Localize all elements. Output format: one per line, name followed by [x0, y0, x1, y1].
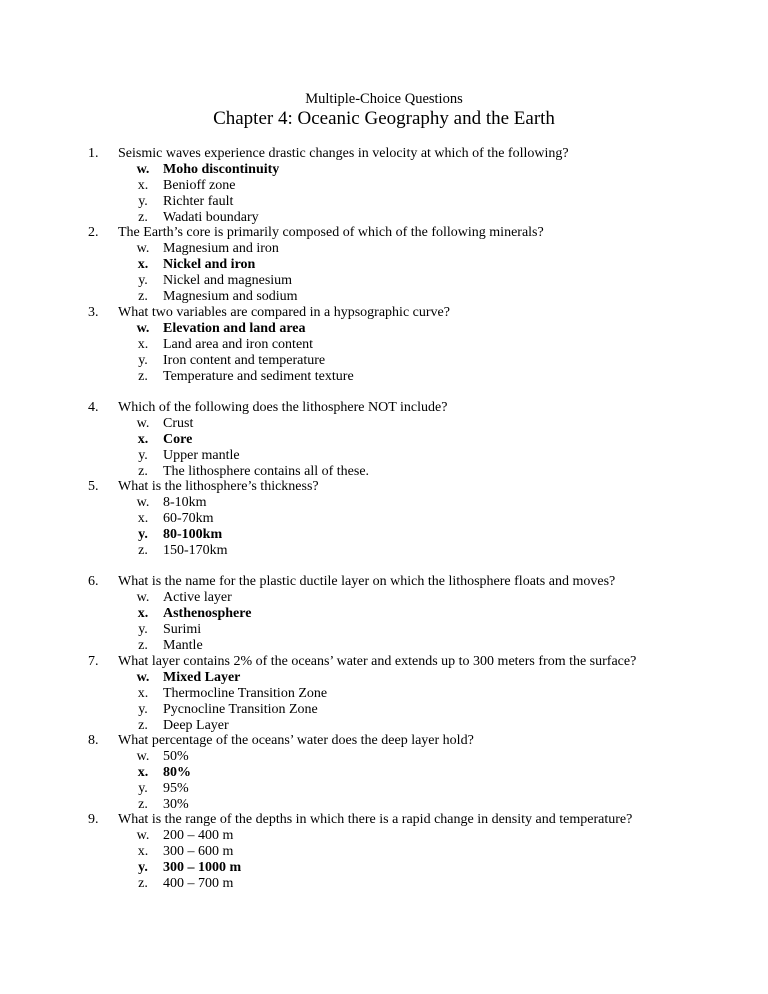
question-number: 4.: [88, 400, 99, 415]
option-letter: y.: [138, 702, 148, 717]
answer-option: 60-70km: [163, 511, 214, 526]
question-text: Which of the following does the lithosphere NOT include?: [118, 400, 448, 415]
question-text: What layer contains 2% of the oceans’ water and extends up to 300 meters from the surface?: [118, 654, 637, 669]
answer-option: Land area and iron content: [163, 337, 314, 352]
answer-option: Magnesium and sodium: [163, 289, 298, 304]
option-letter: z.: [138, 876, 148, 891]
option-letter: w.: [136, 416, 150, 431]
correct-answer-option: 80%: [163, 765, 191, 780]
option-letter: z.: [138, 210, 148, 225]
option-letter: z.: [138, 543, 148, 558]
answer-option: 150-170km: [163, 543, 228, 558]
correct-answer-option: Asthenosphere: [163, 606, 252, 621]
option-letter: w.: [136, 749, 150, 764]
question-text: What is the name for the plastic ductile layer on which the lithosphere floats and moves?: [118, 574, 616, 589]
question-text: Seismic waves experience drastic changes in velocity at which of the following?: [118, 146, 569, 161]
option-letter: y.: [138, 781, 148, 796]
answer-option: Temperature and sediment texture: [163, 369, 354, 384]
page-title: Chapter 4: Oceanic Geography and the Earth: [213, 108, 555, 129]
question-text: What is the lithosphere’s thickness?: [118, 479, 319, 494]
answer-option: The lithosphere contains all of these.: [163, 464, 370, 479]
answer-option: Benioff zone: [163, 178, 236, 193]
option-letter: z.: [138, 638, 148, 653]
option-letter: w.: [136, 590, 150, 605]
question-text: What percentage of the oceans’ water does the deep layer hold?: [118, 733, 474, 748]
question-number: 9.: [88, 812, 99, 827]
answer-option: Mantle: [163, 638, 203, 653]
option-letter: x.: [137, 337, 149, 352]
option-letter: x.: [137, 257, 149, 272]
answer-option: Active layer: [163, 590, 232, 605]
option-letter: x.: [137, 432, 149, 447]
option-letter: x.: [137, 686, 149, 701]
answer-option: 400 – 700 m: [163, 876, 234, 891]
option-letter: w.: [136, 162, 150, 177]
correct-answer-option: Moho discontinuity: [163, 162, 280, 177]
option-letter: w.: [136, 828, 150, 843]
option-letter: z.: [138, 289, 148, 304]
answer-option: 50%: [163, 749, 189, 764]
option-letter: w.: [136, 241, 150, 256]
option-letter: x.: [137, 844, 149, 859]
answer-option: Pycnocline Transition Zone: [163, 702, 318, 717]
answer-option: Nickel and magnesium: [163, 273, 293, 288]
page-subtitle: Multiple-Choice Questions: [305, 91, 463, 107]
question-number: 6.: [88, 574, 99, 589]
option-letter: z.: [138, 464, 148, 479]
option-letter: z.: [138, 797, 148, 812]
question-text: What is the range of the depths in which there is a rapid change in density and temperature?: [118, 812, 633, 827]
correct-answer-option: 300 – 1000 m: [163, 860, 242, 875]
question-number: 8.: [88, 733, 99, 748]
correct-answer-option: Elevation and land area: [163, 321, 306, 336]
option-letter: y.: [138, 353, 148, 368]
answer-option: Iron content and temperature: [163, 353, 326, 368]
answer-option: 95%: [163, 781, 189, 796]
option-letter: y.: [138, 448, 148, 463]
correct-answer-option: Nickel and iron: [163, 257, 256, 272]
correct-answer-option: 80-100km: [163, 527, 223, 542]
option-letter: w.: [136, 670, 150, 685]
question-number: 1.: [88, 146, 99, 161]
answer-option: Deep Layer: [163, 718, 229, 733]
correct-answer-option: Mixed Layer: [163, 670, 241, 685]
option-letter: x.: [137, 765, 149, 780]
question-number: 2.: [88, 225, 99, 240]
option-letter: w.: [136, 321, 150, 336]
option-letter: y.: [138, 273, 148, 288]
answer-option: Magnesium and iron: [163, 241, 279, 256]
correct-answer-option: Core: [163, 432, 193, 447]
answer-option: 8-10km: [163, 495, 207, 510]
answer-option: Surimi: [163, 622, 202, 637]
option-letter: y.: [138, 860, 148, 875]
option-letter: y.: [138, 194, 148, 209]
question-number: 5.: [88, 479, 99, 494]
answer-option: Richter fault: [163, 194, 234, 209]
question-number: 7.: [88, 654, 99, 669]
option-letter: x.: [137, 606, 149, 621]
question-number: 3.: [88, 305, 99, 320]
option-letter: z.: [138, 718, 148, 733]
option-letter: y.: [138, 527, 148, 542]
option-letter: z.: [138, 369, 148, 384]
answer-option: Thermocline Transition Zone: [163, 686, 328, 701]
question-text: The Earth’s core is primarily composed of which of the following minerals?: [118, 225, 544, 240]
answer-option: Upper mantle: [163, 448, 240, 463]
option-letter: x.: [137, 178, 149, 193]
option-letter: y.: [138, 622, 148, 637]
option-letter: w.: [136, 495, 150, 510]
answer-option: 300 – 600 m: [163, 844, 234, 859]
answer-option: Wadati boundary: [163, 210, 259, 225]
answer-option: Crust: [163, 416, 194, 431]
answer-option: 30%: [163, 797, 189, 812]
question-text: What two variables are compared in a hypsographic curve?: [118, 305, 450, 320]
option-letter: x.: [137, 511, 149, 526]
answer-option: 200 – 400 m: [163, 828, 234, 843]
